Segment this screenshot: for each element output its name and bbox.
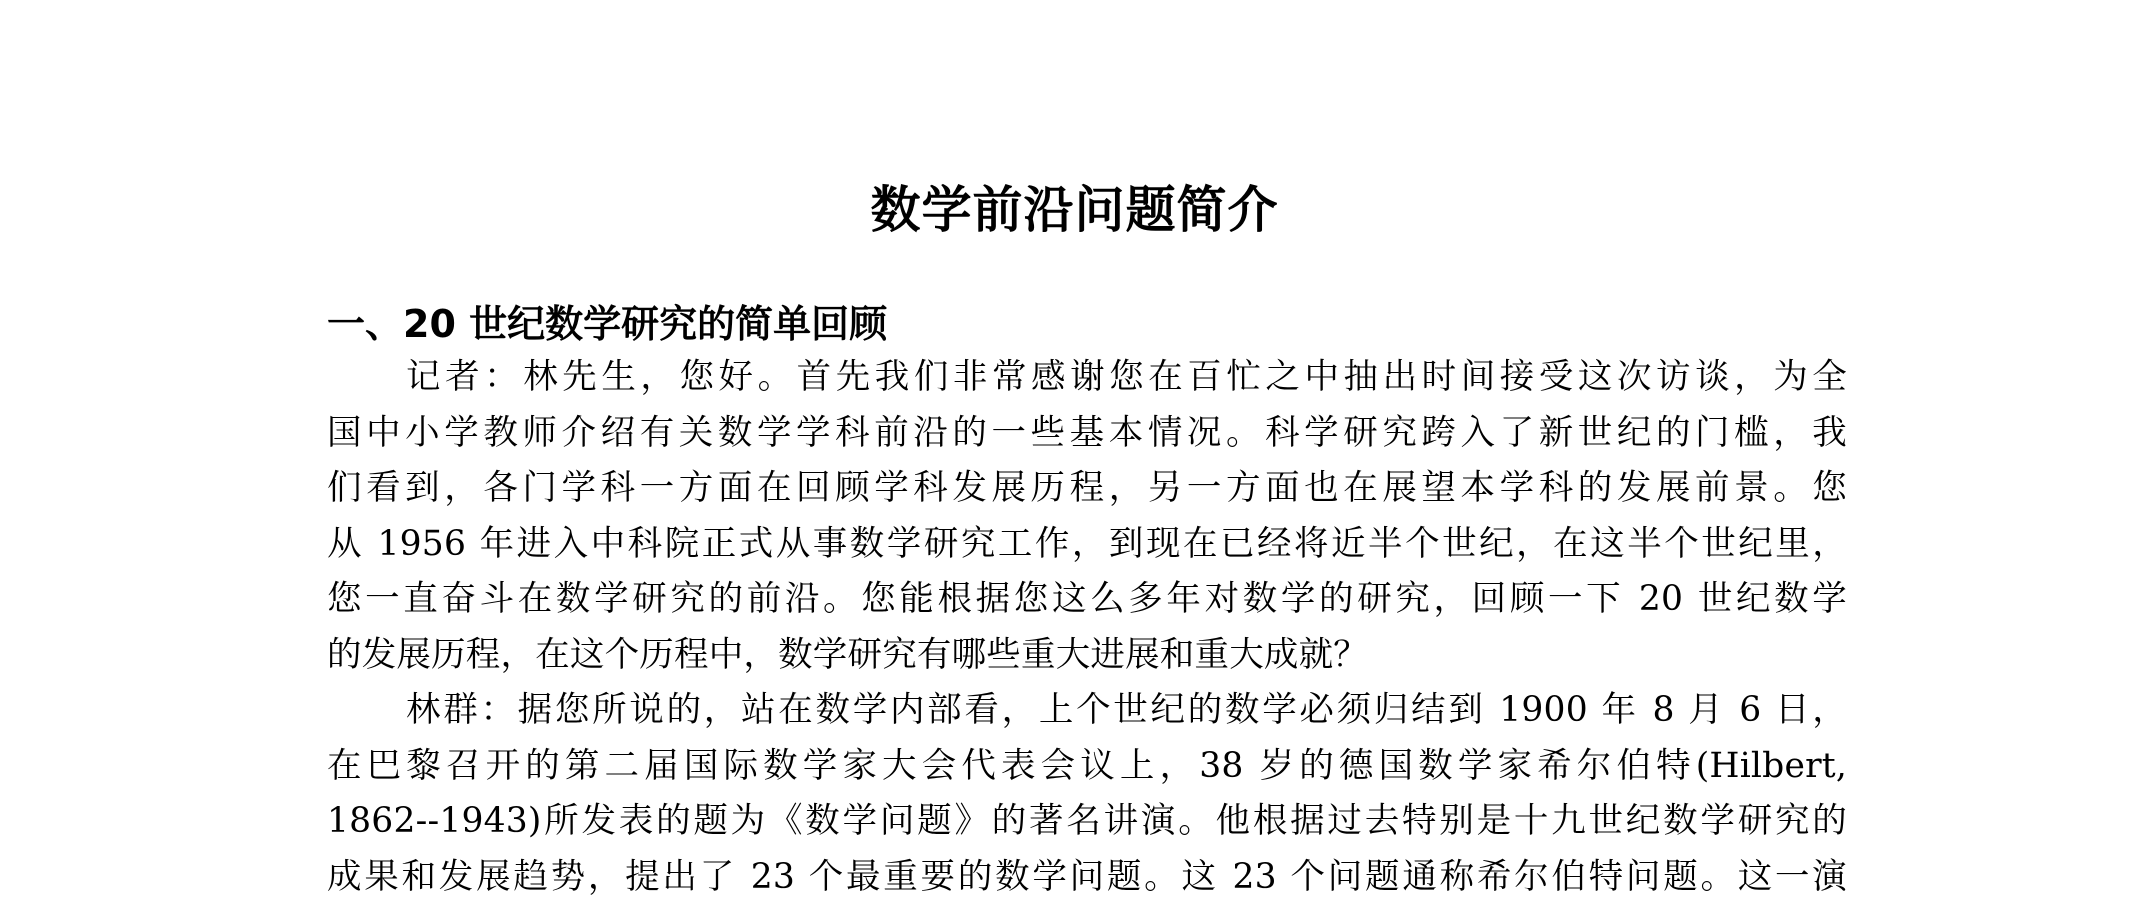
paragraph-line: 记者：林先生，您好。首先我们非常感谢您在百忙之中抽出时间接受这次访谈，为全 xyxy=(327,350,1847,406)
paragraph-line: 们看到，各门学科一方面在回顾学科发展历程，另一方面也在展望本学科的发展前景。您 xyxy=(327,461,1847,517)
paragraph-line: 成果和发展趋势，提出了 23 个最重要的数学问题。这 23 个问题通称希尔伯特问题。这一演 xyxy=(327,850,1847,905)
paragraph-line: 您一直奋斗在数学研究的前沿。您能根据您这么多年对数学的研究，回顾一下 20 世纪数学 xyxy=(327,572,1847,628)
paragraph-line: 国中小学教师介绍有关数学学科前沿的一些基本情况。科学研究跨入了新世纪的门槛，我 xyxy=(327,406,1847,462)
page-title: 数学前沿问题简介 xyxy=(0,178,2149,242)
paragraph-line: 在巴黎召开的第二届国际数学家大会代表会议上，38 岁的德国数学家希尔伯特(Hilbert, xyxy=(327,739,1847,795)
paragraph-line: 的发展历程，在这个历程中，数学研究有哪些重大进展和重大成就？ xyxy=(327,628,1847,684)
paragraph-lin-qun-answer xyxy=(327,683,1847,905)
paragraph-line: 林群：据您所说的，站在数学内部看，上个世纪的数学必须归结到 1900 年 8 月 6 日， xyxy=(327,683,1847,739)
paragraph-line: 1862--1943)所发表的题为《数学问题》的著名讲演。他根据过去特别是十九世纪数学研究的 xyxy=(327,794,1847,850)
paragraph-interviewer-question xyxy=(327,350,1847,683)
paragraph-line: 从 1956 年进入中科院正式从事数学研究工作，到现在已经将近半个世纪，在这半个世纪里， xyxy=(327,517,1847,573)
section-heading: 一、20 世纪数学研究的简单回顾 xyxy=(327,298,887,350)
